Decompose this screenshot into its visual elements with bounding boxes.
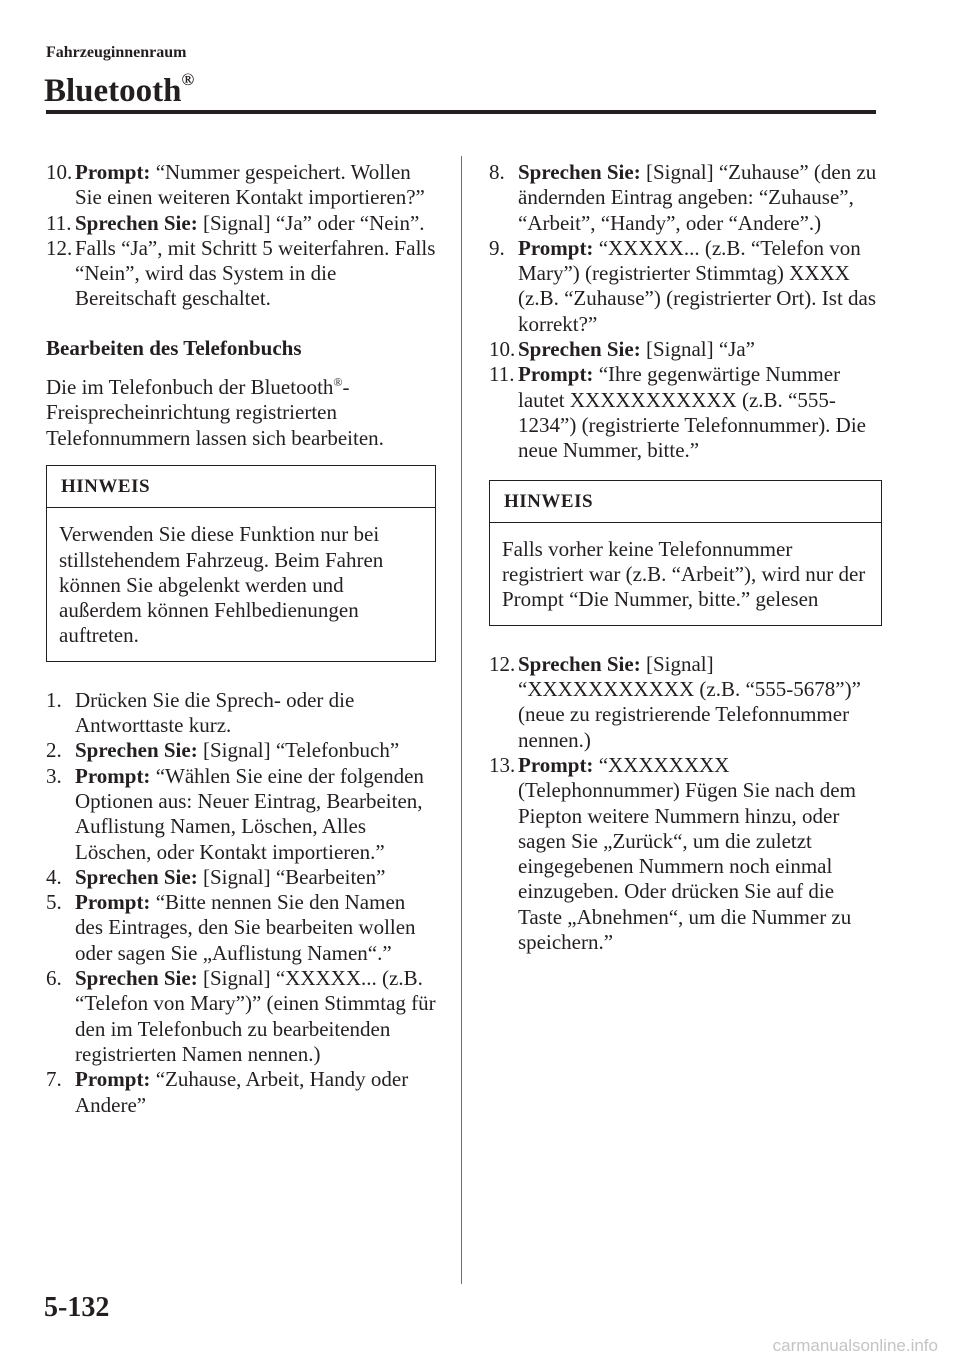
step: [46, 738, 436, 763]
step: [46, 236, 436, 312]
step: [46, 211, 436, 236]
step: [489, 652, 879, 753]
step-text: [Signal] “XXXXXXXXXXX (z.B. “555-5678”)” (neue zu registrierende Telefonnummer nennen.): [518, 651, 861, 752]
step: [46, 890, 436, 966]
step-number: 2.: [46, 738, 62, 763]
step-number: 3.: [46, 763, 62, 788]
step-keyword: Sprechen Sie:: [75, 966, 198, 991]
note-label: HINWEIS: [47, 466, 435, 508]
step-keyword: Prompt:: [75, 160, 151, 184]
step-number: 5.: [46, 890, 62, 915]
page-number: 5-132: [44, 1292, 110, 1323]
spacer: [489, 626, 879, 652]
step-keyword: Prompt:: [518, 752, 594, 777]
step: [489, 160, 879, 236]
step-number: 12.: [46, 235, 73, 260]
intro-text-b: -Freisprecheinrichtung registrierten Telefonnummern lassen sich bearbeiten.: [46, 375, 384, 450]
step-text: [Signal] “XXXXX... (z.B. “Telefon von Mary”)” (einen Stimmtag für den im Telefonbuch zu bearbeitenden registrierten Namen nennen.): [75, 966, 436, 1066]
spacer: [489, 464, 879, 480]
step-list: [46, 688, 436, 1118]
step-number: 13.: [489, 752, 516, 777]
note-box: [489, 480, 882, 626]
step-keyword: Prompt:: [518, 235, 594, 260]
step-keyword: Prompt:: [75, 763, 151, 788]
header-rule: [46, 110, 876, 114]
step: [46, 688, 436, 739]
section-heading: Bearbeiten des Telefonbuchs: [46, 335, 302, 360]
intro-text-a: Die im Telefonbuch der Bluetooth: [46, 375, 334, 400]
step-number: 10.: [46, 160, 73, 184]
step: [46, 764, 436, 865]
step-text: [Signal] “Bearbeiten”: [197, 864, 386, 889]
step-text: “Zuhause, Arbeit, Handy oder Andere”: [75, 1067, 409, 1117]
step: [489, 236, 879, 337]
step: [46, 160, 436, 211]
step-number: 8.: [489, 160, 505, 184]
section-label: Fahrzeuginnenraum: [46, 44, 187, 61]
step: [46, 1067, 436, 1118]
step-number: 9.: [489, 235, 505, 260]
note-box: [46, 465, 436, 662]
page-title-text: Bluetooth: [44, 73, 182, 109]
step-text: “Wählen Sie eine der folgenden Optionen aus: Neuer Eintrag, Bearbeiten, Auflistung Namen, Löschen, Alles Löschen, oder Kontakt importieren.”: [75, 763, 424, 864]
note-text: Verwenden Sie diese Funktion nur bei stillstehendem Fahrzeug. Beim Fahren können Sie abgelenkt werden und außerdem können Fehlbedienungen auftreten.: [59, 522, 384, 648]
step-number: 7.: [46, 1067, 62, 1092]
step: [46, 966, 436, 1067]
step: [489, 337, 879, 362]
step-text: “Ihre gegenwärtige Nummer lautet XXXXXXXXXXX (z.B. “555-1234”) (registrierte Telefonnummer). Die neue Nummer, bitte.”: [518, 362, 867, 463]
step: [46, 865, 436, 890]
step-keyword: Sprechen Sie:: [518, 160, 641, 184]
step-text: [Signal] “Ja” oder “Nein”.: [197, 210, 425, 235]
step-keyword: Sprechen Sie:: [518, 651, 641, 676]
step-number: 11.: [489, 362, 515, 387]
step-list-top: [46, 160, 436, 312]
step-text: “Bitte nennen Sie den Namen des Eintrages, den Sie bearbeiten wollen oder sagen Sie „Auflistung Namen“.”: [75, 890, 416, 965]
step-keyword: Prompt:: [75, 1067, 151, 1092]
step-keyword: Sprechen Sie:: [75, 738, 198, 763]
registered-mark: ®: [333, 375, 343, 390]
note-label: HINWEIS: [490, 481, 881, 523]
spacer: [46, 662, 436, 688]
step-number: 6.: [46, 966, 62, 991]
intro-paragraph: [46, 370, 436, 451]
step: [489, 362, 879, 463]
step-text: Drücken Sie die Sprech- oder die Antworttaste kurz.: [75, 687, 355, 738]
step: [489, 753, 879, 955]
step-number: 12.: [489, 651, 516, 676]
step-number: 4.: [46, 864, 62, 889]
step-keyword: Prompt:: [75, 890, 151, 915]
right-column: [489, 160, 879, 955]
step-text: [Signal] “Telefonbuch”: [197, 738, 400, 763]
step-number: 10.: [489, 337, 516, 362]
page-title: [44, 58, 194, 113]
step-list: [489, 160, 879, 464]
step-keyword: Prompt:: [518, 362, 594, 387]
step-text: [Signal] “Ja”: [640, 337, 755, 362]
step-number: 11.: [46, 210, 72, 235]
registered-mark: ®: [181, 70, 195, 89]
step-keyword: Sprechen Sie:: [75, 864, 198, 889]
watermark: carmanualsonline.info: [772, 1336, 938, 1355]
step-text: Falls “Ja”, mit Schritt 5 weiterfahren. Falls “Nein”, wird das System in die Bereitschaft geschaltet.: [75, 235, 436, 311]
step-keyword: Sprechen Sie:: [75, 210, 198, 235]
step-text: [Signal] “Zuhause” (den zu ändernden Eintrag angeben: “Zuhause”, “Arbeit”, “Handy”, oder “Andere”.): [518, 160, 877, 235]
left-column: [46, 160, 436, 1118]
step-text: “XXXXX... (z.B. “Telefon von Mary”) (registrierter Stimmtag) XXXX (z.B. “Zuhause”) (registrierter Ort). Ist das korrekt?”: [518, 235, 877, 336]
note-text: Falls vorher keine Telefonnummer registriert war (z.B. “Arbeit”), wird nur der Prompt “Die Nummer, bitte.” gelesen: [502, 536, 866, 612]
step-number: 1.: [46, 687, 62, 712]
step-text: “XXXXXXXX (Telephonnummer) Fügen Sie nach dem Piepton weitere Nummern hinzu, oder sagen Sie „Zurück“, um die zuletzt eingegebenen Nummern noch einmal einzugeben. Oder drücken Sie auf die Taste „Abnehmen“, um die Nummer zu speichern.”: [518, 752, 856, 955]
step-text: “Nummer gespeichert. Wollen Sie einen weiteren Kontakt importieren?”: [75, 160, 425, 210]
step-list-after: [489, 652, 879, 956]
step-keyword: Sprechen Sie:: [518, 337, 641, 362]
column-divider: [461, 156, 462, 1284]
